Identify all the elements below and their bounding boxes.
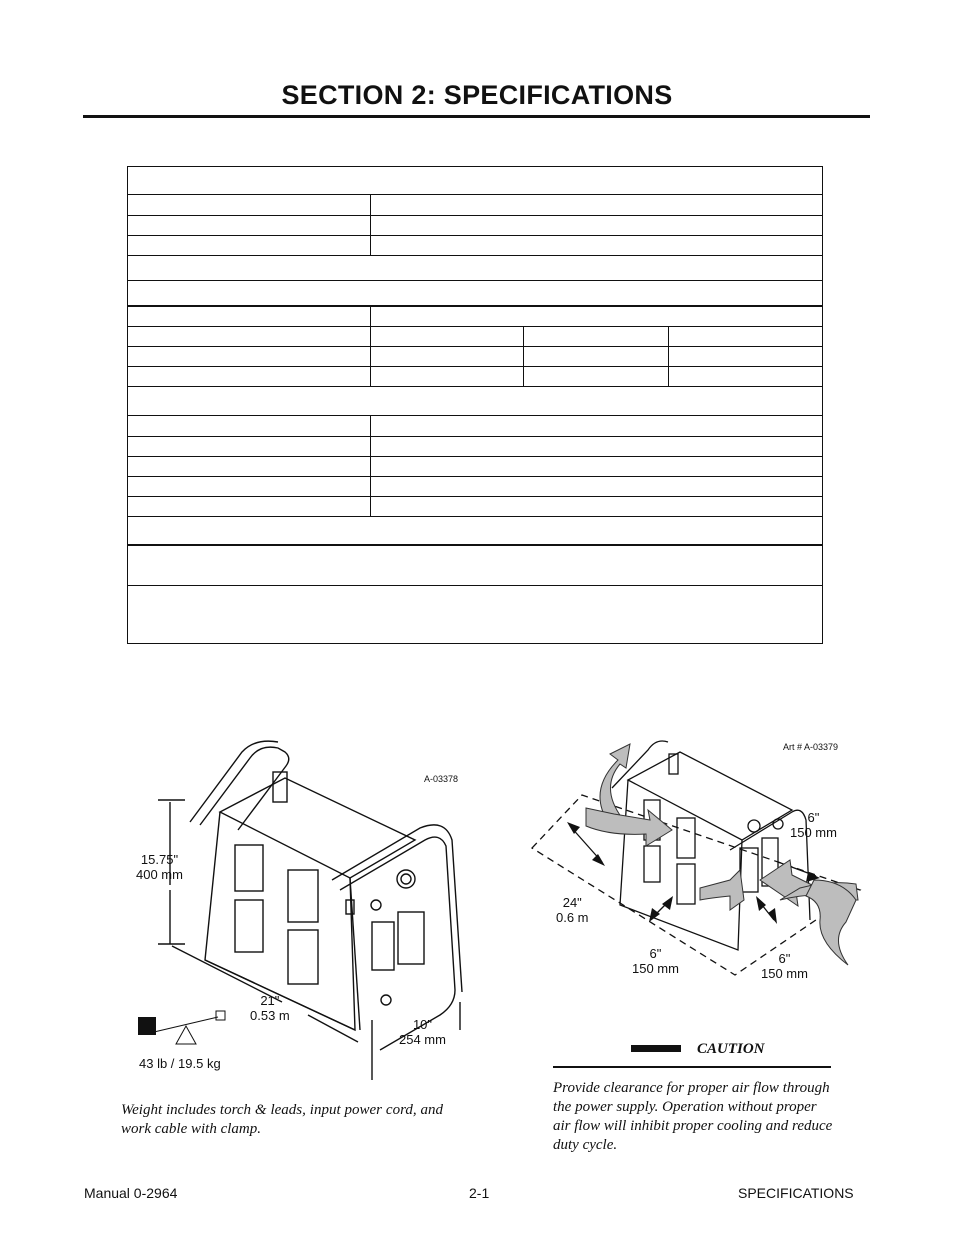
table-col-divider [523, 326, 524, 386]
table-row-divider [128, 326, 822, 327]
top-right-mm: 150 mm [790, 825, 837, 840]
table-row-divider [128, 366, 822, 367]
top-right-in: 6" [807, 810, 820, 825]
page-title: SECTION 2: SPECIFICATIONS [281, 80, 673, 110]
top-right-clearance-label [790, 810, 837, 840]
caution-label: CAUTION [697, 1041, 765, 1057]
bottom-right-mm: 150 mm [761, 966, 808, 981]
table-row-divider [128, 215, 822, 216]
table-row-divider [128, 456, 822, 457]
weight-label: 43 lb / 19.5 kg [139, 1056, 221, 1071]
table-row-divider [128, 496, 822, 497]
table-col-divider [370, 305, 371, 386]
table-row-divider [128, 194, 822, 195]
table-row-divider [128, 386, 822, 387]
title-rule [83, 115, 870, 118]
depth-in: 21" [260, 993, 280, 1008]
caution-bar [631, 1045, 681, 1052]
table-row-divider [128, 516, 822, 517]
table-row-divider [128, 346, 822, 347]
table-row-divider [128, 255, 822, 256]
width-in: 10" [412, 1017, 433, 1032]
table-row-divider [128, 436, 822, 437]
table-col-divider [370, 194, 371, 255]
bottom-right-clearance-label [761, 951, 808, 981]
caution-rule [553, 1066, 831, 1068]
weight-caption: Weight includes torch & leads, input power cord, and work cable with clamp. [121, 1102, 443, 1137]
table-row-divider [128, 544, 822, 546]
table-col-divider [668, 326, 669, 386]
width-mm: 254 mm [399, 1032, 446, 1047]
table-row-divider [128, 235, 822, 236]
height-in: 15.75" [140, 852, 179, 867]
footer-page-number: 2-1 [469, 1185, 490, 1201]
specification-table [127, 166, 823, 644]
height-mm: 400 mm [136, 867, 183, 882]
depth-m: 0.53 m [250, 1008, 290, 1023]
left-clearance-label [556, 895, 589, 925]
bottom-right-in: 6" [778, 951, 791, 966]
table-col-divider [370, 415, 371, 516]
table-row-divider [128, 280, 822, 281]
table-row-divider [128, 305, 822, 307]
height-label [136, 852, 183, 882]
bottom-mid-clearance-label [632, 946, 679, 976]
footer-manual-number: Manual 0-2964 [84, 1185, 178, 1201]
caution-text: Provide clearance for proper air flow through the power supply. Operation without proper air flow will inhibit proper cooling and reduce duty cycle. [553, 1080, 833, 1153]
table-row-divider [128, 585, 822, 586]
clearance-illustration [530, 730, 870, 980]
depth-label [250, 993, 290, 1023]
table-row-divider [128, 476, 822, 477]
bottom-mid-in: 6" [649, 946, 662, 961]
art-number-right: Art # A-03379 [783, 742, 839, 752]
bottom-mid-mm: 150 mm [632, 961, 679, 976]
left-m: 0.6 m [556, 910, 589, 925]
art-number-left: A-03378 [424, 774, 459, 784]
left-in: 24" [562, 895, 582, 910]
table-row-divider [128, 415, 822, 416]
footer-section-name: SPECIFICATIONS [738, 1185, 854, 1201]
width-label [399, 1017, 446, 1047]
